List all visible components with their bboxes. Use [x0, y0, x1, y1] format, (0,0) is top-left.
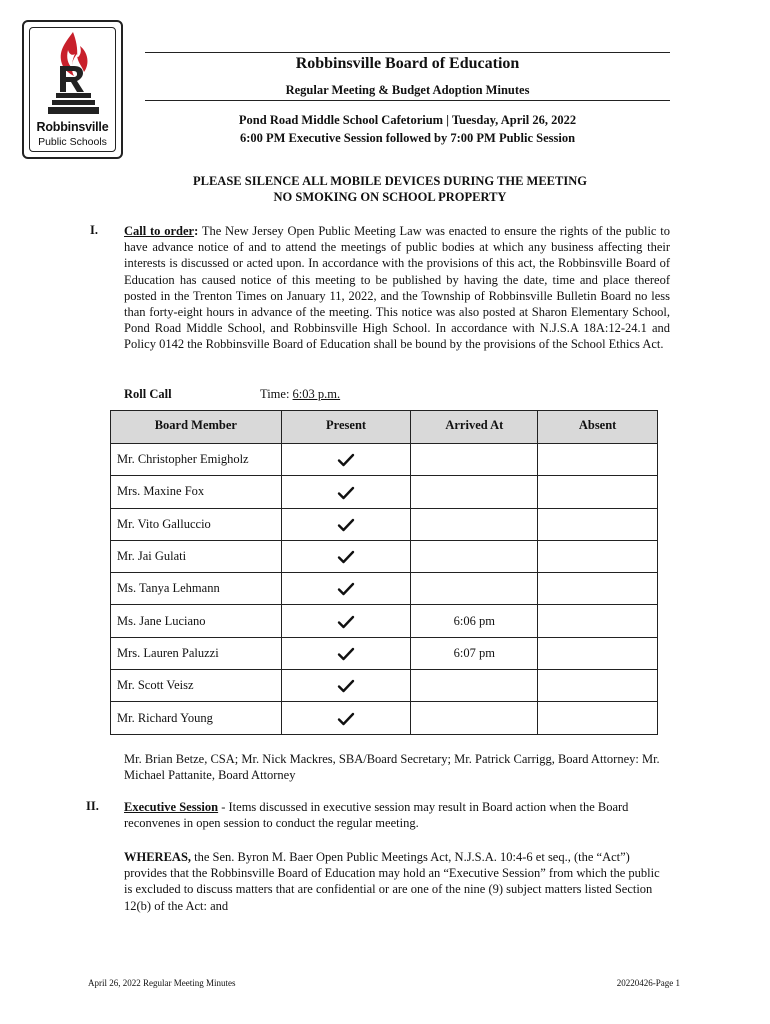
roll-call-table-body: [111, 444, 658, 735]
roll-call-table: [110, 410, 658, 735]
call-to-order-text: The New Jersey Open Public Meeting Law was enacted to ensure the rights of the public to have advance notice of and to attend the meetings of public bodies at which any business affecting their interests is discussed or acted upon. In accordance with the provisions of this act, the Robbinsville Board of Education has caused notice of this meeting to be published by having the date, time and place thereof posted in the Trenton Times on January 11, 2022, and the Township of Robbinsville Bulletin Board no less than forty-eight hours in advance of the meeting. This notice was also posted at Sharon Elementary School, Pond Road Middle School, and Robbinsville High School. In accordance with N.J.S.A 18A:12-24.1 and Policy 0142 the Robbinsville Board of Education shall be bound by the provisions of the School Ethics Act.: [124, 224, 670, 352]
column-header-board-member: Board Member: [111, 411, 282, 444]
arrived-at-cell: 6:07 pm: [411, 637, 538, 669]
board-member-name: Mr. Jai Gulati: [111, 540, 282, 572]
whereas-label: WHEREAS,: [124, 850, 192, 864]
checkmark-icon: [337, 647, 355, 661]
present-cell: [281, 444, 411, 476]
board-member-name: Mr. Scott Veisz: [111, 670, 282, 702]
notice-silence-devices: PLEASE SILENCE ALL MOBILE DEVICES DURING THE MEETING: [193, 174, 587, 188]
present-cell: [281, 476, 411, 508]
table-row: [111, 540, 658, 572]
table-row: [111, 508, 658, 540]
roll-call-time-label: Time:: [260, 387, 293, 401]
present-cell: [281, 605, 411, 637]
absent-cell: [538, 637, 658, 669]
board-member-name: Mr. Vito Galluccio: [111, 508, 282, 540]
call-to-order-paragraph: [124, 223, 670, 353]
absent-cell: [538, 670, 658, 702]
checkmark-icon: [337, 486, 355, 500]
arrived-at-cell: [411, 444, 538, 476]
arrived-at-cell: [411, 573, 538, 605]
table-row: [111, 637, 658, 669]
checkmark-icon: [337, 615, 355, 629]
notice-no-smoking: NO SMOKING ON SCHOOL PROPERTY: [273, 190, 507, 204]
absent-cell: [538, 605, 658, 637]
section-numeral-2: II.: [86, 799, 99, 813]
column-header-absent: Absent: [538, 411, 658, 444]
table-row: [111, 573, 658, 605]
absent-cell: [538, 540, 658, 572]
board-member-name: Ms. Tanya Lehmann: [111, 573, 282, 605]
footer-page-number: 20220426-Page 1: [616, 978, 680, 988]
meeting-time: 6:00 PM Executive Session followed by 7:00 PM Public Session: [239, 131, 576, 145]
checkmark-icon: [337, 453, 355, 467]
torch-emblem-icon: [46, 30, 101, 118]
call-to-order-heading: Call to order: [124, 224, 195, 238]
absent-cell: [538, 476, 658, 508]
checkmark-icon: [337, 550, 355, 564]
checkmark-icon: [337, 712, 355, 726]
table-row: [111, 670, 658, 702]
also-present-paragraph: Mr. Brian Betze, CSA; Mr. Nick Mackres, SBA/Board Secretary; Mr. Patrick Carrigg, Board Attorney: Mr. Michael Pattanite, Board Attorney: [124, 752, 660, 783]
whereas-text: the Sen. Byron M. Baer Open Public Meetings Act, N.J.S.A. 10:4-6 et seq., (the “Act”) provides that the Robbinsville Board of Education may hold an “Executive Session” from which the public is excluded to discuss matters that are confidential or are one of the nine (9) subject matters listed Section 12(b) of the Act: and: [124, 850, 660, 913]
present-cell: [281, 670, 411, 702]
document-subtitle: Regular Meeting & Budget Adoption Minutes: [285, 83, 530, 97]
table-row: [111, 605, 658, 637]
arrived-at-cell: [411, 476, 538, 508]
present-cell: [281, 540, 411, 572]
column-header-present: Present: [281, 411, 411, 444]
roll-call-time-value: 6:03 p.m.: [292, 387, 341, 401]
logo-subtitle: Public Schools: [38, 136, 107, 148]
arrived-at-cell: [411, 702, 538, 734]
roll-call-label: Roll Call: [124, 387, 172, 401]
present-cell: [281, 573, 411, 605]
present-cell: [281, 637, 411, 669]
arrived-at-cell: [411, 670, 538, 702]
table-row: [111, 702, 658, 734]
board-member-name: Ms. Jane Luciano: [111, 605, 282, 637]
arrived-at-cell: [411, 508, 538, 540]
arrived-at-cell: 6:06 pm: [411, 605, 538, 637]
absent-cell: [538, 444, 658, 476]
footer-document-name: April 26, 2022 Regular Meeting Minutes: [88, 978, 236, 988]
section-numeral-1: I.: [90, 223, 98, 237]
board-member-name: Mrs. Lauren Paluzzi: [111, 637, 282, 669]
present-cell: [281, 508, 411, 540]
district-logo: [22, 20, 123, 159]
absent-cell: [538, 702, 658, 734]
arrived-at-cell: [411, 540, 538, 572]
whereas-paragraph: [124, 849, 670, 914]
table-row: [111, 476, 658, 508]
header-top-rule: [145, 52, 670, 53]
board-member-name: Mr. Richard Young: [111, 702, 282, 734]
logo-name: Robbinsville: [36, 120, 109, 134]
absent-cell: [538, 573, 658, 605]
call-to-order-colon: :: [194, 224, 199, 238]
executive-session-heading: Executive Session: [124, 800, 219, 814]
present-cell: [281, 702, 411, 734]
document-title: Robbinsville Board of Education: [295, 55, 520, 72]
table-header-row: [111, 411, 658, 444]
header-bottom-rule: [145, 100, 670, 101]
column-header-arrived-at: Arrived At: [411, 411, 538, 444]
board-member-name: Mrs. Maxine Fox: [111, 476, 282, 508]
table-row: [111, 444, 658, 476]
checkmark-icon: [337, 518, 355, 532]
executive-session-paragraph: [124, 799, 670, 831]
absent-cell: [538, 508, 658, 540]
checkmark-icon: [337, 679, 355, 693]
board-member-name: Mr. Christopher Emigholz: [111, 444, 282, 476]
checkmark-icon: [337, 582, 355, 596]
meeting-location: Pond Road Middle School Cafetorium | Tuesday, April 26, 2022: [238, 113, 577, 127]
executive-session-text: - Items discussed in executive session may result in Board action when the Board reconvenes in open session to conduct the regular meeting.: [124, 800, 629, 831]
roll-call-time: [260, 387, 340, 402]
